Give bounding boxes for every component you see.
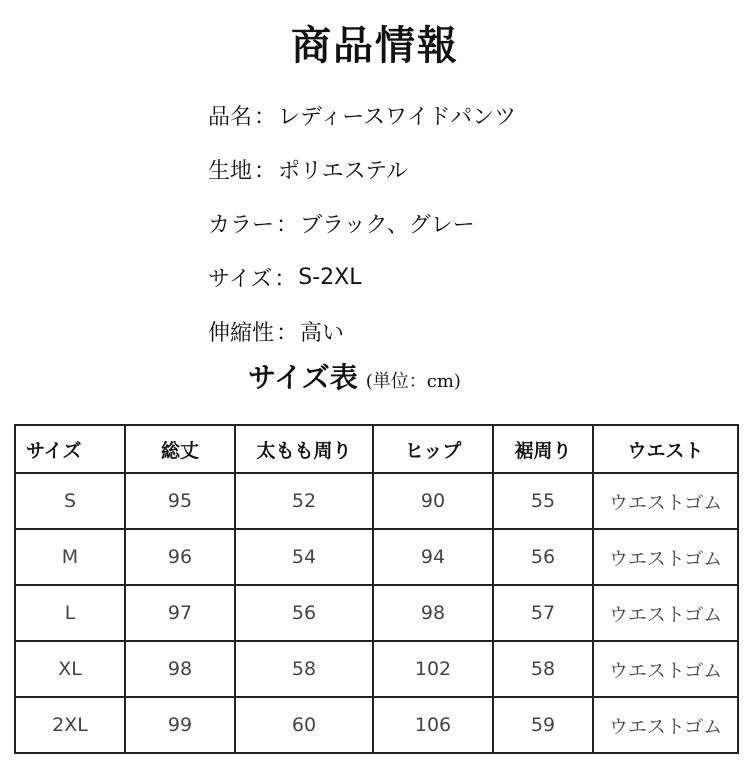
column-header: 裾周り xyxy=(493,425,593,473)
info-separator: ： xyxy=(254,104,277,130)
size-chart-heading xyxy=(248,356,461,396)
column-header: ヒップ xyxy=(373,425,493,473)
table-cell: 54 xyxy=(235,529,373,585)
column-header: 太もも周り xyxy=(235,425,373,473)
table-row xyxy=(15,585,738,641)
info-row-name xyxy=(208,88,516,142)
table-cell: 57 xyxy=(493,585,593,641)
info-row-color xyxy=(208,196,516,250)
table-cell: 98 xyxy=(125,641,235,697)
table-cell: 58 xyxy=(235,641,373,697)
table-cell: 102 xyxy=(373,641,493,697)
table-cell: ウエストゴム xyxy=(593,473,738,529)
info-row-fabric xyxy=(208,142,516,196)
info-label: 品名 xyxy=(208,104,253,130)
table-cell: 60 xyxy=(235,697,373,753)
table-row xyxy=(15,473,738,529)
size-table-header-row xyxy=(15,425,738,473)
size-chart-title: サイズ表 xyxy=(248,361,358,394)
table-row xyxy=(15,697,738,753)
table-cell: 95 xyxy=(125,473,235,529)
table-cell: 106 xyxy=(373,697,493,753)
table-cell: 52 xyxy=(235,473,373,529)
product-info-list xyxy=(208,88,516,358)
table-row xyxy=(15,529,738,585)
info-value: ブラック、グレー xyxy=(300,212,475,238)
table-cell: ウエストゴム xyxy=(593,697,738,753)
table-cell: XL xyxy=(15,641,125,697)
table-cell: ウエストゴム xyxy=(593,585,738,641)
table-cell: ウエストゴム xyxy=(593,529,738,585)
table-cell: 59 xyxy=(493,697,593,753)
table-row xyxy=(15,641,738,697)
info-value: レディースワイドパンツ xyxy=(278,104,517,130)
info-row-stretch xyxy=(208,304,516,358)
column-header: 総丈 xyxy=(125,425,235,473)
info-separator: ： xyxy=(276,320,299,346)
table-cell: 98 xyxy=(373,585,493,641)
size-chart-unit: (単位：cm) xyxy=(365,371,461,392)
table-cell: S xyxy=(15,473,125,529)
info-separator: ： xyxy=(254,158,277,184)
info-separator: ： xyxy=(276,212,299,238)
info-label: サイズ xyxy=(208,266,273,292)
info-value: S-2XL xyxy=(298,264,362,290)
column-header: ウエスト xyxy=(593,425,738,473)
info-value: ポリエステル xyxy=(278,158,409,184)
info-label: 伸縮性 xyxy=(208,320,275,346)
info-separator: ： xyxy=(274,266,297,292)
table-cell: 99 xyxy=(125,697,235,753)
table-cell: M xyxy=(15,529,125,585)
table-cell: 56 xyxy=(235,585,373,641)
info-label: 生地 xyxy=(208,158,253,184)
table-cell: 56 xyxy=(493,529,593,585)
info-row-size xyxy=(208,250,516,304)
table-cell: L xyxy=(15,585,125,641)
table-cell: 94 xyxy=(373,529,493,585)
info-label: カラー xyxy=(208,212,275,238)
table-cell: 58 xyxy=(493,641,593,697)
info-value: 高い xyxy=(300,320,345,346)
table-cell: ウエストゴム xyxy=(593,641,738,697)
table-cell: 55 xyxy=(493,473,593,529)
table-cell: 96 xyxy=(125,529,235,585)
column-header: サイズ xyxy=(15,425,125,473)
table-cell: 90 xyxy=(373,473,493,529)
page-title: 商品情報 xyxy=(291,22,459,69)
table-cell: 97 xyxy=(125,585,235,641)
size-table xyxy=(14,424,739,754)
table-cell: 2XL xyxy=(15,697,125,753)
